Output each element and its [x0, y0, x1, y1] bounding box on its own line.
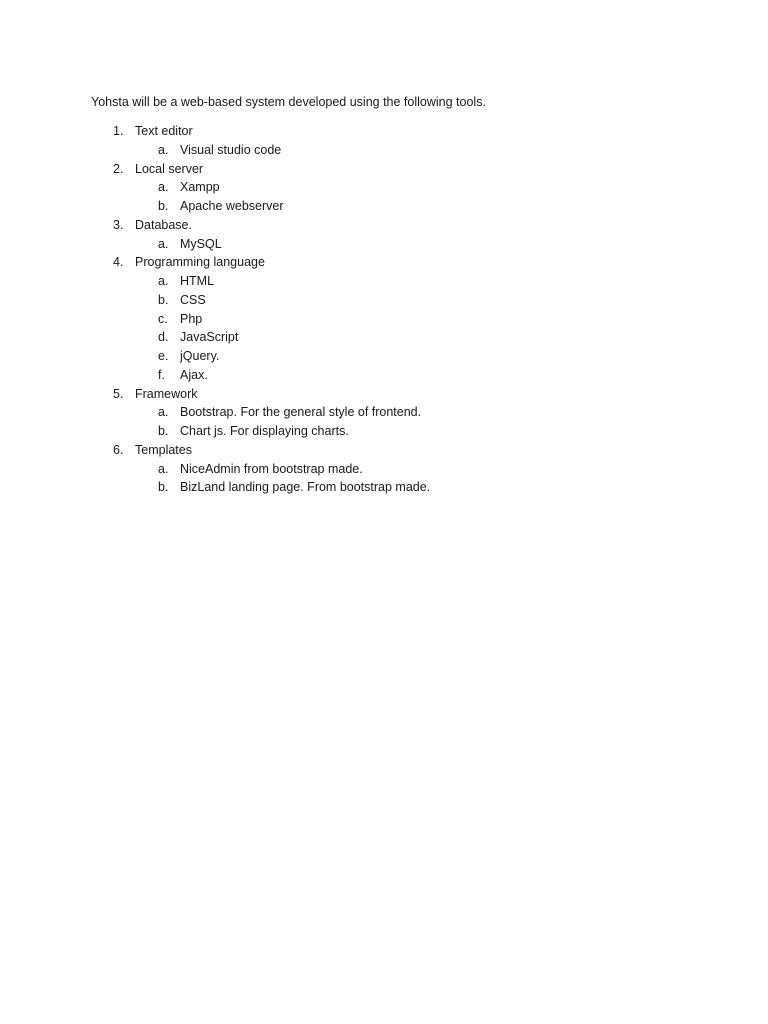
sub-list-item-letter: b. — [158, 292, 169, 307]
sub-list-item-letter: c. — [158, 311, 168, 326]
sub-list-item-letter: a. — [158, 461, 169, 476]
sub-list-item-label: HTML — [180, 274, 215, 288]
sub-list-item-letter: b. — [158, 424, 169, 438]
list-item-number: 2. — [113, 161, 124, 176]
list-item-label: Programming language — [135, 255, 265, 270]
sub-list-item-label: CSS — [180, 292, 206, 307]
sub-list-item-label: Visual studio code — [180, 142, 282, 157]
sub-list-item-letter: d. — [158, 330, 169, 345]
list-item-number: 4. — [113, 255, 124, 270]
sub-list-item-letter: a. — [158, 180, 169, 195]
sub-list-item-label: NiceAdmin from bootstrap made. — [180, 461, 363, 476]
sub-list-item-label: Bootstrap. For the general style of frontend. — [180, 405, 422, 420]
sub-list-item-label: JavaScript — [180, 330, 239, 345]
sub-list-item-label: Apache webserver — [180, 199, 284, 213]
sub-list-item-letter: b. — [158, 480, 169, 495]
list-item-label: Local server — [135, 161, 204, 176]
sub-list-item-letter: a. — [158, 236, 169, 251]
list-item-label: Templates — [135, 442, 192, 457]
sub-list-item-label: BizLand landing page. From bootstrap made. — [180, 480, 431, 495]
sub-list-item-letter: a. — [158, 405, 169, 420]
list-item-label: Framework — [135, 386, 198, 401]
list-item-number: 3. — [113, 217, 124, 232]
list-item-number: 5. — [113, 386, 124, 401]
intro-paragraph: Yohsta will be a web-based system developed using the following tools. — [91, 95, 486, 109]
sub-list-item-label: MySQL — [180, 236, 222, 251]
list-item-label: Database. — [135, 217, 192, 232]
sub-list-item-label: jQuery. — [180, 349, 220, 363]
sub-list-item-label: Php — [180, 311, 203, 326]
sub-list-item-letter: f. — [158, 367, 165, 382]
sub-list-item-letter: a. — [158, 142, 169, 157]
sub-list-item-label: Ajax. — [180, 367, 208, 382]
sub-list-item-label: Xampp — [180, 180, 220, 195]
list-item-number: 1. — [113, 124, 124, 138]
list-item-number: 6. — [113, 442, 124, 457]
list-item-label: Text editor — [135, 124, 193, 138]
sub-list-item-letter: e. — [158, 349, 169, 363]
sub-list-item-label: Chart js. For displaying charts. — [180, 424, 349, 438]
sub-list-item-letter: a. — [158, 274, 169, 288]
sub-list-item-letter: b. — [158, 199, 169, 213]
